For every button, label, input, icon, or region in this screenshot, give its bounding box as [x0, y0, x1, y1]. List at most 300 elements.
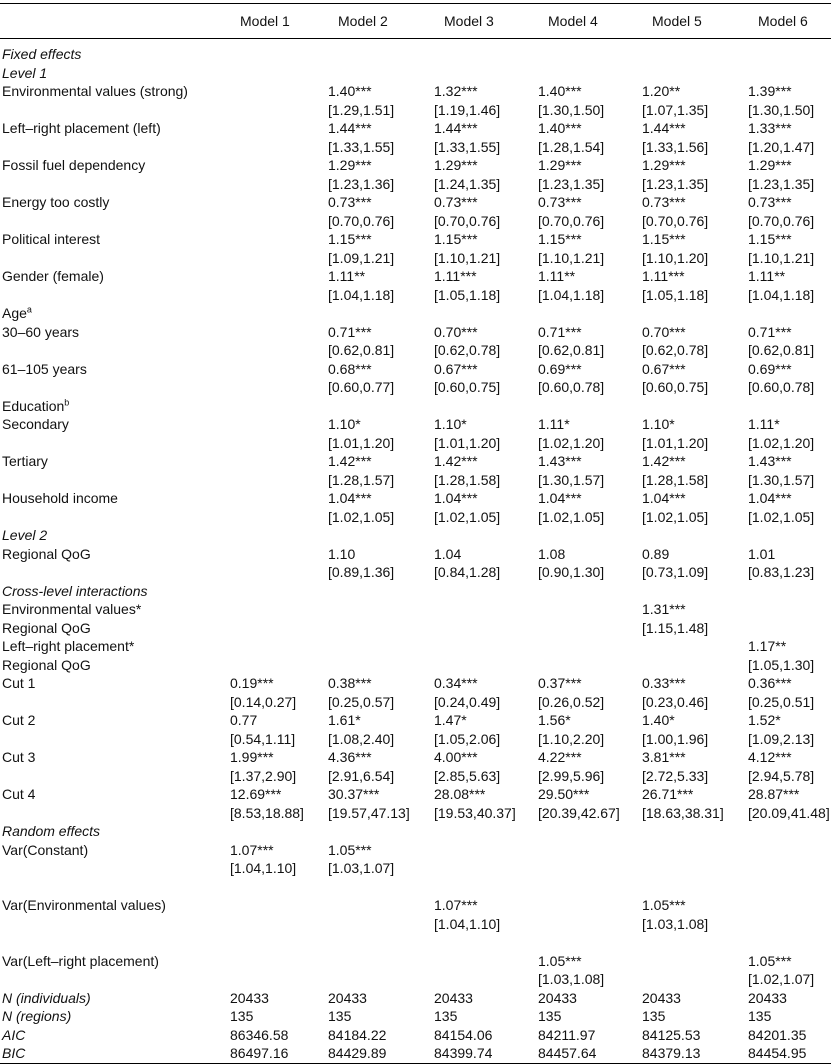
cell-model-3: [1.19,1.46] — [434, 101, 501, 118]
cell-model-5: 84379.13 — [640, 1044, 746, 1063]
row-label — [0, 286, 228, 305]
cell-model-6 — [746, 600, 831, 619]
row-label — [0, 452, 228, 471]
cell-model-1 — [228, 822, 326, 841]
cell-model-5: [1.10,1.20] — [642, 249, 709, 266]
cell-model-1 — [228, 267, 326, 286]
row-label-text: Regional QoG — [2, 619, 91, 636]
cell-model-6: [1.02,1.20] — [748, 434, 815, 451]
cell-model-3 — [432, 64, 536, 83]
cell-model-3: 1.42*** — [434, 453, 478, 469]
cell-model-2 — [326, 39, 432, 64]
cell-model-5: 1.42*** — [642, 453, 686, 469]
cell-model-5 — [640, 637, 746, 656]
row-label — [0, 175, 228, 194]
row-label-text: Gender (female) — [2, 268, 104, 284]
cell-model-1 — [228, 304, 326, 323]
table-row — [0, 212, 831, 231]
row-label — [0, 119, 228, 138]
cell-model-2: [1.03,1.07] — [328, 860, 395, 876]
cell-model-4: 1.56* — [538, 712, 571, 728]
cell-model-3: [1.04,1.10] — [434, 915, 501, 932]
cell-model-6 — [746, 397, 831, 416]
cell-model-5: 1.31*** — [642, 601, 686, 617]
cell-model-4: [0.70,0.76] — [538, 212, 605, 229]
table-row — [0, 952, 831, 971]
cell-model-5: 1.04*** — [642, 490, 686, 506]
cell-model-5: [0.62,0.78] — [642, 342, 709, 358]
cell-model-1: [1.37,2.90] — [230, 767, 297, 784]
row-label-text: Var(Left–right placement) — [2, 952, 159, 969]
row-label — [0, 582, 228, 601]
cell-model-4: [2.99,5.96] — [538, 767, 605, 784]
cell-model-3 — [432, 952, 536, 971]
row-label — [0, 508, 228, 527]
cell-model-4: [1.02,1.20] — [538, 434, 605, 451]
table-row — [0, 304, 831, 323]
cell-model-4: [0.26,0.52] — [538, 693, 605, 710]
row-label — [0, 138, 228, 157]
row-label-text: N (individuals) — [2, 989, 91, 1006]
cell-model-5: [1.00,1.96] — [642, 730, 709, 747]
table-row — [0, 619, 831, 638]
table-row — [0, 1026, 831, 1045]
row-label-text: Level 1 — [2, 64, 48, 81]
cell-model-3: [2.85,5.63] — [434, 767, 501, 784]
cell-model-6: [1.30,1.50] — [748, 101, 815, 118]
row-label — [0, 970, 228, 989]
cell-model-4 — [536, 600, 640, 619]
row-label-text: AIC — [2, 1026, 26, 1043]
cell-model-6: [1.10,1.21] — [748, 249, 815, 266]
cell-model-1 — [228, 489, 326, 508]
cell-model-5: [1.23,1.35] — [642, 175, 709, 192]
cell-model-5: [1.07,1.35] — [642, 101, 709, 118]
cell-model-6: [0.62,0.81] — [748, 342, 815, 358]
header-model-1: Model 1 — [228, 4, 326, 39]
cell-model-3: 1.47* — [434, 712, 467, 728]
cell-model-6 — [746, 859, 831, 878]
row-label-text: 30–60 years — [2, 323, 80, 340]
cell-model-1: [8.53,18.88] — [230, 804, 304, 821]
cell-model-1 — [228, 637, 326, 656]
cell-model-6: [0.70,0.76] — [748, 212, 815, 229]
cell-model-6: [1.30,1.57] — [748, 471, 815, 488]
header-model-3: Model 3 — [432, 4, 536, 39]
table-row — [0, 878, 831, 897]
cell-model-6: 1.11* — [748, 416, 780, 432]
cell-model-1 — [228, 212, 326, 231]
table-row — [0, 1044, 831, 1063]
cell-model-6: [1.09,2.13] — [748, 730, 815, 747]
cell-model-5 — [640, 526, 746, 545]
cell-model-5: [1.02,1.05] — [642, 508, 709, 525]
cell-model-3: [0.24,0.49] — [434, 693, 501, 710]
cell-model-6: [1.02,1.05] — [748, 508, 815, 525]
row-label-text: Environmental values* — [2, 601, 142, 617]
cell-model-5: 20433 — [642, 989, 681, 1006]
cell-model-3: [0.60,0.75] — [434, 379, 501, 395]
cell-model-2: [19.57,47.13] — [328, 804, 410, 821]
row-label-text: Cut 2 — [2, 712, 36, 728]
cell-model-3: 1.10* — [434, 416, 467, 432]
table-row — [0, 360, 831, 379]
cell-model-2 — [326, 896, 432, 915]
cell-model-3: 1.04*** — [434, 490, 478, 506]
cell-model-3 — [432, 859, 536, 878]
cell-model-5: 1.15*** — [642, 231, 686, 247]
row-label-text: Household income — [2, 490, 118, 506]
table-row — [0, 323, 831, 342]
cell-model-5: [1.03,1.08] — [642, 915, 709, 932]
cell-model-5 — [640, 397, 746, 416]
row-label — [0, 563, 228, 582]
row-label — [0, 915, 228, 934]
cell-model-6 — [746, 896, 831, 915]
row-label — [0, 896, 228, 915]
table-row — [0, 452, 831, 471]
cell-model-4: 1.04*** — [538, 490, 582, 506]
cell-model-2 — [326, 304, 432, 323]
cell-model-4: [0.60,0.78] — [538, 379, 605, 395]
cell-model-2: [1.08,2.40] — [328, 730, 395, 747]
row-label-text: Cut 3 — [2, 749, 36, 765]
cell-model-5: 1.40* — [642, 712, 675, 728]
row-label — [0, 674, 228, 693]
cell-model-1 — [228, 82, 326, 101]
cell-model-4: 1.29*** — [538, 157, 582, 173]
cell-model-6: 1.33*** — [748, 120, 792, 136]
cell-model-1 — [228, 526, 326, 545]
cell-model-1 — [228, 656, 326, 675]
table-row — [0, 526, 831, 545]
cell-model-3: [1.05,2.06] — [434, 730, 501, 747]
cell-model-1: 0.77 — [230, 712, 258, 728]
row-label — [0, 64, 228, 83]
row-label — [0, 82, 228, 101]
cell-model-3: 20433 — [434, 989, 473, 1006]
table-row — [0, 933, 831, 952]
row-label — [0, 267, 228, 286]
cell-model-4 — [536, 656, 640, 675]
cell-model-6: 84454.95 — [746, 1044, 831, 1063]
cell-model-2: 0.71*** — [328, 323, 372, 340]
cell-model-3: 1.11*** — [434, 268, 477, 284]
cell-model-2 — [326, 64, 432, 83]
row-label-text: Fixed effects — [2, 46, 82, 62]
row-label — [0, 637, 228, 656]
cell-model-2: [0.89,1.36] — [328, 564, 395, 580]
table-row — [0, 582, 831, 601]
cell-model-1 — [228, 101, 326, 120]
cell-model-5: 1.05*** — [642, 897, 686, 913]
cell-model-5: [1.33,1.56] — [642, 138, 709, 155]
cell-model-2 — [326, 952, 432, 971]
cell-model-1 — [228, 39, 326, 64]
cell-model-5: 0.73*** — [642, 194, 686, 210]
cell-model-6 — [746, 822, 831, 841]
cell-model-1 — [228, 286, 326, 305]
row-label — [0, 1044, 228, 1063]
cell-model-2: [1.28,1.57] — [328, 471, 395, 488]
header-model-4: Model 4 — [536, 4, 640, 39]
cell-model-2: 0.68*** — [328, 360, 372, 377]
footnote-marker: a — [26, 304, 32, 315]
cell-model-3: [1.33,1.55] — [434, 138, 501, 155]
table-row — [0, 711, 831, 730]
cell-model-6 — [746, 933, 831, 952]
row-label — [0, 748, 228, 767]
header-model-5: Model 5 — [640, 4, 746, 39]
cell-model-3: 1.15*** — [434, 231, 478, 247]
row-label-text: Cross-level interactions — [2, 582, 148, 599]
row-label — [0, 545, 228, 564]
cell-model-2 — [326, 582, 432, 601]
cell-model-1 — [228, 138, 326, 157]
cell-model-6 — [746, 64, 831, 83]
table-row — [0, 563, 831, 582]
table-row — [0, 138, 831, 157]
cell-model-1: [1.04,1.10] — [230, 860, 297, 876]
row-label — [0, 730, 228, 749]
row-label-text: Cut 1 — [2, 675, 36, 691]
row-label-text: 61–105 years — [2, 360, 87, 377]
cell-model-6: 1.52* — [748, 712, 781, 728]
cell-model-5 — [640, 859, 746, 878]
row-label — [0, 822, 228, 841]
cell-model-2: 1.04*** — [328, 490, 372, 506]
cell-model-6: [0.60,0.78] — [748, 379, 815, 395]
cell-model-3: [1.28,1.58] — [434, 471, 501, 488]
cell-model-4: 0.37*** — [538, 675, 582, 691]
cell-model-1 — [228, 397, 326, 416]
row-label — [0, 249, 228, 268]
row-label — [0, 619, 228, 638]
cell-model-4 — [536, 841, 640, 860]
cell-model-1 — [228, 896, 326, 915]
cell-model-1 — [228, 323, 326, 342]
table-row — [0, 730, 831, 749]
table-row — [0, 600, 831, 619]
table-row — [0, 859, 831, 878]
cell-model-1 — [228, 360, 326, 379]
row-label — [0, 193, 228, 212]
cell-model-3: 28.08*** — [434, 786, 486, 802]
cell-model-4: 29.50*** — [538, 786, 590, 802]
cell-model-3 — [432, 600, 536, 619]
cell-model-3: 0.73*** — [434, 194, 478, 210]
row-label-text: BIC — [2, 1045, 26, 1061]
table-row — [0, 39, 831, 64]
cell-model-4: 0.71*** — [538, 323, 582, 340]
cell-model-6: 1.17** — [748, 638, 787, 654]
cell-model-6: 0.36*** — [748, 675, 792, 691]
cell-model-2: 4.36*** — [328, 749, 372, 765]
table-row — [0, 397, 831, 416]
cell-model-5 — [640, 952, 746, 971]
table-row — [0, 896, 831, 915]
cell-model-1: [0.14,0.27] — [230, 693, 297, 710]
table-row — [0, 785, 831, 804]
cell-model-4: [1.02,1.05] — [538, 508, 605, 525]
cell-model-2: [1.33,1.55] — [328, 138, 395, 155]
cell-model-4: [1.28,1.54] — [538, 138, 605, 155]
header-row — [0, 4, 831, 39]
cell-model-2: 1.44*** — [328, 120, 372, 136]
cell-model-1: 1.07*** — [230, 841, 274, 858]
row-label-text: Energy too costly — [2, 194, 110, 210]
cell-model-2 — [326, 822, 432, 841]
cell-model-4: 20433 — [538, 989, 577, 1006]
row-label — [0, 600, 228, 619]
cell-model-2 — [326, 933, 432, 952]
cell-model-5: 3.81*** — [642, 749, 686, 765]
cell-model-3 — [432, 39, 536, 64]
cell-model-2 — [326, 656, 432, 675]
cell-model-4 — [536, 582, 640, 601]
cell-model-4: 1.15*** — [538, 231, 582, 247]
cell-model-3 — [432, 878, 536, 897]
cell-model-6: [0.25,0.51] — [748, 693, 815, 710]
table-row — [0, 415, 831, 434]
cell-model-6: 1.01 — [748, 545, 776, 562]
cell-model-1 — [228, 156, 326, 175]
cell-model-6: 4.12*** — [748, 749, 792, 765]
cell-model-5 — [640, 39, 746, 64]
cell-model-6: 1.04*** — [748, 490, 792, 506]
table-row — [0, 656, 831, 675]
cell-model-2 — [326, 397, 432, 416]
cell-model-1 — [228, 378, 326, 397]
row-label — [0, 156, 228, 175]
cell-model-3: [1.10,1.21] — [434, 249, 501, 266]
row-label-text: Secondary — [2, 416, 69, 432]
cell-model-6: 135 — [748, 1008, 772, 1024]
row-label — [0, 101, 228, 120]
cell-model-4: 4.22*** — [538, 749, 582, 765]
cell-model-6: [1.05,1.30] — [748, 656, 815, 673]
cell-model-6: 84201.35 — [748, 1026, 807, 1043]
cell-model-5 — [640, 582, 746, 601]
cell-model-6 — [746, 841, 831, 860]
cell-model-4: [0.62,0.81] — [538, 342, 605, 358]
cell-model-3: [0.62,0.78] — [434, 342, 501, 358]
cell-model-5: [1.05,1.18] — [642, 286, 709, 303]
cell-model-2 — [326, 878, 432, 897]
cell-model-3 — [432, 582, 536, 601]
cell-model-1 — [228, 230, 326, 249]
cell-model-4: 0.73*** — [538, 194, 582, 210]
cell-model-5: [0.73,1.09] — [642, 564, 709, 580]
cell-model-6 — [746, 526, 831, 545]
row-label — [0, 489, 228, 508]
cell-model-6 — [746, 582, 831, 601]
cell-model-6: 1.15*** — [748, 231, 792, 247]
cell-model-1 — [228, 64, 326, 83]
cell-model-5: [1.28,1.58] — [642, 471, 709, 488]
cell-model-3: [0.84,1.28] — [434, 564, 501, 580]
row-label — [0, 933, 228, 952]
cell-model-4: [1.03,1.08] — [538, 971, 605, 987]
cell-model-6: [1.02,1.07] — [748, 971, 815, 987]
cell-model-4 — [536, 896, 640, 915]
table-row — [0, 545, 831, 564]
cell-model-2: 1.10* — [328, 416, 361, 432]
cell-model-4 — [536, 859, 640, 878]
row-label — [0, 656, 228, 675]
cell-model-6: [1.23,1.35] — [748, 175, 815, 192]
cell-model-2: [0.70,0.76] — [328, 212, 395, 229]
cell-model-4: 84211.97 — [538, 1026, 596, 1043]
cell-model-1 — [228, 434, 326, 453]
cell-model-5: [0.23,0.46] — [642, 693, 709, 710]
cell-model-4: 1.11** — [538, 268, 576, 284]
cell-model-4: 1.40*** — [538, 83, 582, 99]
cell-model-5: [2.72,5.33] — [642, 767, 709, 784]
cell-model-5: 135 — [642, 1008, 666, 1024]
table-row — [0, 1007, 831, 1026]
cell-model-4: [20.39,42.67] — [538, 804, 620, 821]
row-label — [0, 39, 228, 64]
cell-model-1 — [228, 249, 326, 268]
cell-model-4: 1.40*** — [538, 120, 582, 136]
cell-model-4 — [536, 64, 640, 83]
cell-model-2: [1.29,1.51] — [328, 101, 395, 118]
cell-model-5: 0.67*** — [642, 360, 686, 377]
cell-model-2: 0.73*** — [328, 194, 372, 210]
cell-model-2: [1.04,1.18] — [328, 286, 395, 303]
cell-model-4 — [536, 822, 640, 841]
row-label-text: Var(Constant) — [2, 841, 89, 858]
cell-model-1 — [228, 933, 326, 952]
cell-model-1 — [228, 193, 326, 212]
cell-model-5 — [640, 970, 746, 989]
cell-model-5: [0.70,0.76] — [642, 212, 709, 229]
cell-model-3 — [432, 526, 536, 545]
cell-model-5 — [640, 64, 746, 83]
cell-model-3: [1.05,1.18] — [434, 286, 501, 303]
cell-model-6: [0.83,1.23] — [748, 564, 815, 580]
cell-model-3: 1.44*** — [434, 120, 478, 136]
cell-model-1 — [228, 582, 326, 601]
cell-model-4 — [536, 637, 640, 656]
cell-model-4 — [536, 933, 640, 952]
header-cell-empty — [0, 4, 228, 39]
row-label — [0, 952, 228, 971]
cell-model-2: 1.05*** — [328, 841, 372, 858]
cell-model-1 — [228, 600, 326, 619]
row-label-text: Left–right placement (left) — [2, 120, 161, 136]
cell-model-3: 84154.06 — [434, 1026, 493, 1043]
cell-model-2: 1.11** — [328, 268, 366, 284]
cell-model-4 — [536, 304, 640, 323]
cell-model-2: [1.01,1.20] — [328, 434, 395, 451]
cell-model-1 — [228, 878, 326, 897]
cell-model-5: [1.15,1.48] — [642, 619, 709, 636]
table-row — [0, 64, 831, 83]
cell-model-6: 0.69*** — [748, 360, 792, 377]
row-label-text: Fossil fuel dependency — [2, 157, 146, 173]
row-label — [0, 693, 228, 712]
cell-model-3: [0.70,0.76] — [434, 212, 501, 229]
cell-model-6: [2.94,5.78] — [748, 767, 815, 784]
cell-model-2: 0.38*** — [328, 675, 372, 691]
row-label-text: Age — [2, 305, 27, 321]
regression-table — [0, 3, 831, 1064]
cell-model-3 — [432, 637, 536, 656]
cell-model-4: [1.04,1.18] — [538, 286, 605, 303]
cell-model-1 — [228, 619, 326, 638]
